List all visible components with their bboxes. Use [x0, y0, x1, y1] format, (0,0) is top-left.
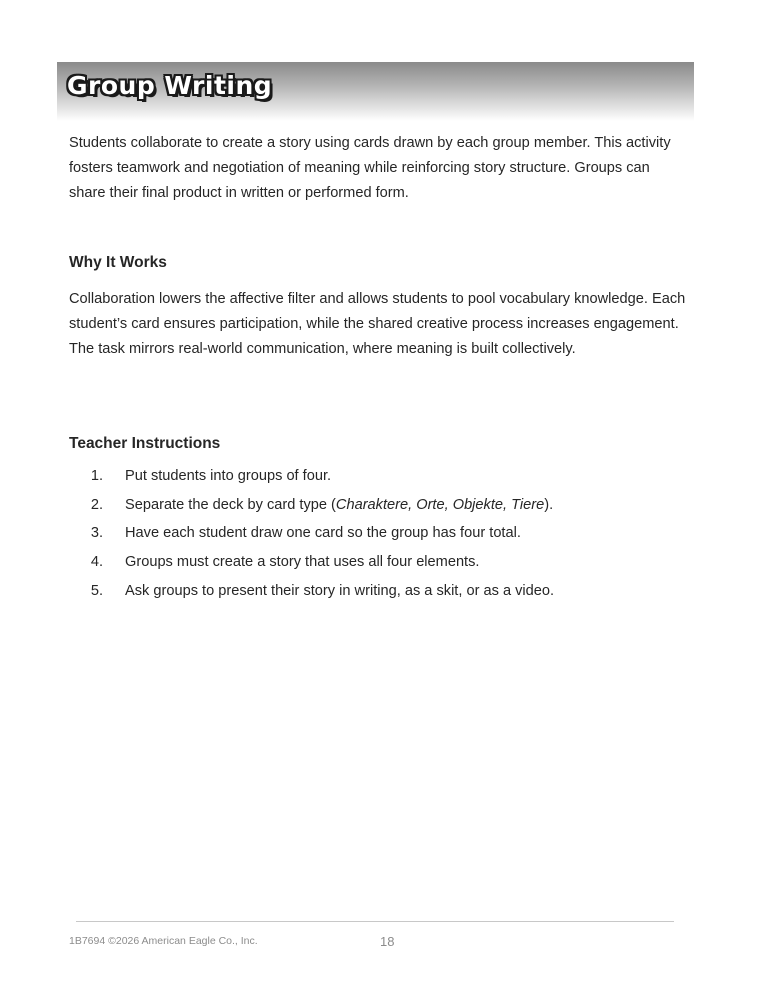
list-item: [69, 550, 554, 579]
footer-copyright: 1B7694 ©2026 American Eagle Co., Inc.: [69, 935, 258, 947]
instructions-list: [69, 464, 554, 607]
list-item-number: 2.: [90, 496, 103, 513]
why-paragraph: Collaboration lowers the affective filter and allows students to pool vocabulary knowledge. Each student’s card ensures participation, while the shared creative process increases engagement. The task mirrors real-world communication, where meaning is built collectively.: [69, 291, 686, 357]
list-item: [69, 493, 554, 522]
list-item-text-pre: Separate the deck by card type (: [125, 496, 336, 513]
page-number: 18: [380, 934, 395, 949]
list-item-text-post: ).: [544, 496, 554, 513]
list-item-number: 3.: [90, 525, 103, 542]
list-item-text: Have each student draw one card so the group has four total.: [125, 525, 521, 542]
list-item-number: 1.: [90, 468, 103, 484]
list-item-text: [114, 493, 553, 522]
instructions-heading: Teacher Instructions: [69, 435, 221, 452]
list-item-text: Groups must create a story that uses all four elements.: [125, 554, 480, 571]
list-item: [69, 521, 554, 550]
footer-divider: [76, 921, 674, 922]
list-item-text: Ask groups to present their story in writing, as a skit, or as a video.: [125, 582, 555, 599]
list-item-number: 4.: [90, 554, 103, 571]
intro-paragraph: Students collaborate to create a story using cards drawn by each group member. This activity fosters teamwork and negotiation of meaning while reinforcing story structure. Groups can share their final product in written or performed form.: [69, 135, 671, 201]
list-item: [69, 579, 554, 608]
list-item-number: 5.: [90, 582, 103, 599]
why-heading: Why It Works: [69, 254, 167, 271]
card-types-emphasis: Charaktere, Orte, Objekte, Tiere: [335, 496, 545, 513]
page-title: Group Writing: [67, 71, 273, 100]
list-item-text: Put students into groups of four.: [125, 468, 332, 484]
title-banner: [57, 62, 694, 121]
list-item: [69, 464, 554, 493]
